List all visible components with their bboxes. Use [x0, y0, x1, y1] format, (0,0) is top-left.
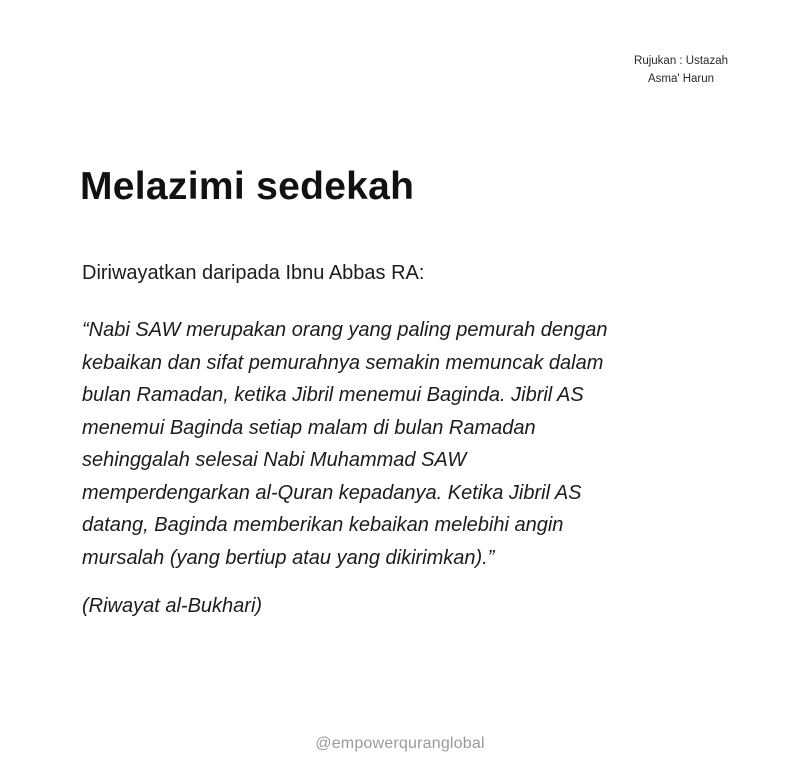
quote-line: bulan Ramadan, ketika Jibril menemui Baginda. Jibril AS — [82, 384, 584, 406]
quote-line: “Nabi SAW merupakan orang yang paling pemurah dengan — [82, 319, 608, 341]
quote-line: menemui Baginda setiap malam di bulan Ramadan — [82, 416, 536, 439]
page-title: Melazimi sedekah — [80, 165, 415, 208]
social-handle: @empowerquranglobal — [315, 735, 485, 752]
reference-line-2: Asma' Harun — [647, 73, 715, 85]
quote-line: kebaikan dan sifat pemurahnya semakin memuncak dalam — [82, 351, 604, 374]
source-citation: (Riwayat al-Bukhari) — [82, 595, 263, 617]
quote-line: sehinggalah selesai Nabi Muhammad SAW — [82, 449, 467, 471]
reference-note — [612, 52, 750, 88]
intro-text: Diriwayatkan daripada Ibnu Abbas RA: — [82, 262, 425, 284]
quote-line: memperdengarkan al-Quran kepadanya. Ketika Jibril AS — [82, 481, 582, 504]
quote-line: mursalah (yang bertiup atau yang dikirimkan).” — [82, 546, 495, 569]
hadith-quote — [82, 314, 722, 574]
quote-line: datang, Baginda memberikan kebaikan melebihi angin — [82, 514, 564, 536]
reference-line-1: Rujukan : Ustazah — [634, 55, 728, 67]
